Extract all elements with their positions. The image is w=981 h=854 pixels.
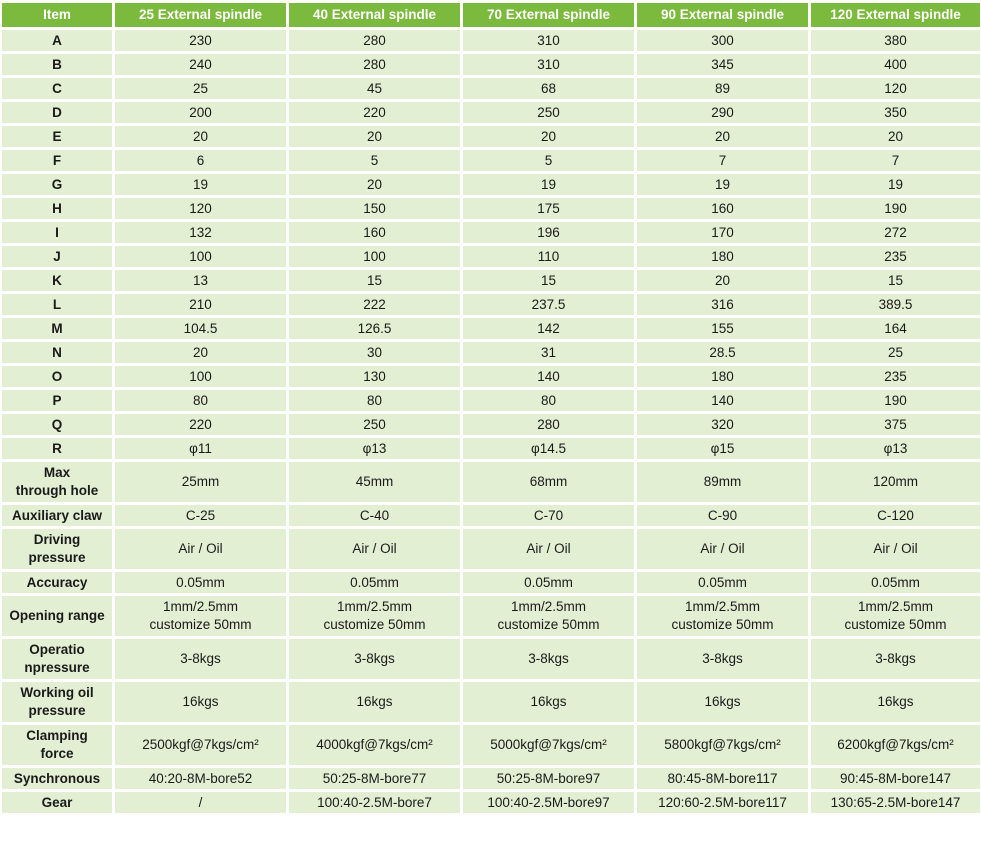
table-cell: 235	[811, 246, 980, 267]
table-cell: 25	[115, 78, 286, 99]
table-cell: 389.5	[811, 294, 980, 315]
table-cell: C-70	[463, 505, 634, 526]
table-cell: 160	[289, 222, 460, 243]
table-cell: 5	[289, 150, 460, 171]
row-label: M	[2, 318, 112, 339]
table-cell: 80	[289, 390, 460, 411]
table-cell: 175	[463, 198, 634, 219]
table-cell: 120:60-2.5M-bore117	[637, 792, 808, 813]
table-row	[2, 246, 980, 267]
column-header-1: 25 External spindle	[115, 3, 286, 27]
table-cell: 2500kgf@7kgs/cm²	[115, 725, 286, 765]
table-cell: 170	[637, 222, 808, 243]
table-cell: 180	[637, 246, 808, 267]
table-cell: 126.5	[289, 318, 460, 339]
table-cell: 89	[637, 78, 808, 99]
row-label: Working oil pressure	[2, 682, 112, 722]
table-cell: 3-8kgs	[463, 639, 634, 679]
table-cell: 200	[115, 102, 286, 123]
table-cell: 0.05mm	[289, 572, 460, 593]
table-row	[2, 294, 980, 315]
table-cell: 19	[115, 174, 286, 195]
table-cell: 140	[637, 390, 808, 411]
table-cell: 20	[115, 342, 286, 363]
row-label: Operatio npressure	[2, 639, 112, 679]
table-cell: 68	[463, 78, 634, 99]
table-cell: 7	[637, 150, 808, 171]
table-cell: 300	[637, 30, 808, 51]
table-cell: 20	[637, 126, 808, 147]
row-label: Gear	[2, 792, 112, 813]
row-label: J	[2, 246, 112, 267]
table-cell: 140	[463, 366, 634, 387]
table-cell: 220	[115, 414, 286, 435]
table-cell: 3-8kgs	[115, 639, 286, 679]
table-cell: 20	[289, 126, 460, 147]
table-row	[2, 78, 980, 99]
table-cell: 196	[463, 222, 634, 243]
table-cell: 350	[811, 102, 980, 123]
table-row	[2, 639, 980, 679]
row-label: K	[2, 270, 112, 291]
table-cell: 120mm	[811, 462, 980, 502]
table-row	[2, 390, 980, 411]
table-cell: 6	[115, 150, 286, 171]
row-label: B	[2, 54, 112, 75]
table-cell: 50:25-8M-bore97	[463, 768, 634, 789]
table-row	[2, 725, 980, 765]
table-cell: 400	[811, 54, 980, 75]
table-cell: 19	[637, 174, 808, 195]
table-row	[2, 318, 980, 339]
row-label: Q	[2, 414, 112, 435]
row-label: F	[2, 150, 112, 171]
table-cell: 0.05mm	[463, 572, 634, 593]
table-cell: 45	[289, 78, 460, 99]
table-row	[2, 198, 980, 219]
table-cell: 16kgs	[289, 682, 460, 722]
table-row	[2, 768, 980, 789]
table-row	[2, 414, 980, 435]
row-label: Clamping force	[2, 725, 112, 765]
table-cell: 5	[463, 150, 634, 171]
row-label: Synchronous	[2, 768, 112, 789]
table-cell: 90:45-8M-bore147	[811, 768, 980, 789]
table-cell: 20	[637, 270, 808, 291]
table-cell: 16kgs	[811, 682, 980, 722]
table-cell: 5800kgf@7kgs/cm²	[637, 725, 808, 765]
table-cell: 237.5	[463, 294, 634, 315]
table-row	[2, 792, 980, 813]
table-cell: 100	[115, 366, 286, 387]
table-cell: 1mm/2.5mm customize 50mm	[115, 596, 286, 636]
table-cell: 3-8kgs	[637, 639, 808, 679]
table-cell: C-25	[115, 505, 286, 526]
table-cell: 0.05mm	[811, 572, 980, 593]
table-cell: 132	[115, 222, 286, 243]
table-cell: 16kgs	[463, 682, 634, 722]
column-header-3: 70 External spindle	[463, 3, 634, 27]
table-cell: C-120	[811, 505, 980, 526]
table-cell: 20	[811, 126, 980, 147]
table-row	[2, 174, 980, 195]
row-label: I	[2, 222, 112, 243]
table-cell: 290	[637, 102, 808, 123]
table-cell: 310	[463, 54, 634, 75]
table-cell: 380	[811, 30, 980, 51]
table-cell: φ13	[289, 438, 460, 459]
table-cell: 155	[637, 318, 808, 339]
table-header	[2, 3, 980, 27]
table-cell: Air / Oil	[637, 529, 808, 569]
table-cell: 100:40-2.5M-bore7	[289, 792, 460, 813]
row-label: L	[2, 294, 112, 315]
table-cell: Air / Oil	[463, 529, 634, 569]
column-header-2: 40 External spindle	[289, 3, 460, 27]
row-label: G	[2, 174, 112, 195]
row-label: R	[2, 438, 112, 459]
table-cell: 25	[811, 342, 980, 363]
table-cell: 28.5	[637, 342, 808, 363]
table-cell: 15	[811, 270, 980, 291]
table-cell: 130	[289, 366, 460, 387]
row-label: D	[2, 102, 112, 123]
table-row	[2, 505, 980, 526]
table-row	[2, 30, 980, 51]
table-cell: 150	[289, 198, 460, 219]
table-cell: 31	[463, 342, 634, 363]
table-cell: 20	[115, 126, 286, 147]
column-header-4: 90 External spindle	[637, 3, 808, 27]
table-cell: 3-8kgs	[811, 639, 980, 679]
row-label: Driving pressure	[2, 529, 112, 569]
table-cell: 0.05mm	[637, 572, 808, 593]
table-cell: 80	[463, 390, 634, 411]
table-cell: 210	[115, 294, 286, 315]
table-cell: 345	[637, 54, 808, 75]
table-cell: 40:20-8M-bore52	[115, 768, 286, 789]
table-cell: 45mm	[289, 462, 460, 502]
table-cell: 68mm	[463, 462, 634, 502]
table-cell: 240	[115, 54, 286, 75]
row-label: E	[2, 126, 112, 147]
table-cell: 310	[463, 30, 634, 51]
table-row	[2, 682, 980, 722]
table-cell: 100:40-2.5M-bore97	[463, 792, 634, 813]
row-label: P	[2, 390, 112, 411]
table-cell: 4000kgf@7kgs/cm²	[289, 725, 460, 765]
table-cell: /	[115, 792, 286, 813]
table-cell: 1mm/2.5mm customize 50mm	[289, 596, 460, 636]
table-cell: 25mm	[115, 462, 286, 502]
table-cell: 164	[811, 318, 980, 339]
table-row	[2, 126, 980, 147]
table-cell: 15	[289, 270, 460, 291]
table-row	[2, 438, 980, 459]
table-cell: 280	[289, 30, 460, 51]
table-cell: 250	[463, 102, 634, 123]
table-cell: 1mm/2.5mm customize 50mm	[463, 596, 634, 636]
table-cell: 1mm/2.5mm customize 50mm	[637, 596, 808, 636]
table-cell: 6200kgf@7kgs/cm²	[811, 725, 980, 765]
column-header-item: Item	[2, 3, 112, 27]
table-cell: 19	[811, 174, 980, 195]
table-cell: 222	[289, 294, 460, 315]
table-row	[2, 222, 980, 243]
table-cell: 250	[289, 414, 460, 435]
table-cell: 100	[115, 246, 286, 267]
table-cell: Air / Oil	[289, 529, 460, 569]
table-row	[2, 366, 980, 387]
table-row	[2, 342, 980, 363]
table-row	[2, 150, 980, 171]
table-cell: 89mm	[637, 462, 808, 502]
table-cell: 190	[811, 390, 980, 411]
table-cell: Air / Oil	[811, 529, 980, 569]
table-cell: 16kgs	[115, 682, 286, 722]
row-label: Max through hole	[2, 462, 112, 502]
table-cell: 3-8kgs	[289, 639, 460, 679]
table-cell: 230	[115, 30, 286, 51]
table-cell: 104.5	[115, 318, 286, 339]
table-cell: φ14.5	[463, 438, 634, 459]
row-label: O	[2, 366, 112, 387]
table-row	[2, 54, 980, 75]
table-cell: C-40	[289, 505, 460, 526]
table-row	[2, 102, 980, 123]
table-cell: 280	[289, 54, 460, 75]
table-cell: 130:65-2.5M-bore147	[811, 792, 980, 813]
table-cell: 160	[637, 198, 808, 219]
table-row	[2, 596, 980, 636]
table-cell: 80:45-8M-bore117	[637, 768, 808, 789]
table-cell: 16kgs	[637, 682, 808, 722]
table-cell: 13	[115, 270, 286, 291]
column-header-5: 120 External spindle	[811, 3, 980, 27]
table-cell: 19	[463, 174, 634, 195]
table-cell: 220	[289, 102, 460, 123]
table-cell: 20	[463, 126, 634, 147]
table-cell: 272	[811, 222, 980, 243]
table-cell: 280	[463, 414, 634, 435]
table-cell: φ15	[637, 438, 808, 459]
table-cell: 30	[289, 342, 460, 363]
row-label: N	[2, 342, 112, 363]
table-cell: 235	[811, 366, 980, 387]
table-cell: Air / Oil	[115, 529, 286, 569]
table-row	[2, 462, 980, 502]
table-cell: 20	[289, 174, 460, 195]
header-row	[2, 3, 980, 27]
table-cell: 7	[811, 150, 980, 171]
table-cell: 5000kgf@7kgs/cm²	[463, 725, 634, 765]
table-cell: 50:25-8M-bore77	[289, 768, 460, 789]
table-cell: φ11	[115, 438, 286, 459]
table-cell: 1mm/2.5mm customize 50mm	[811, 596, 980, 636]
table-row	[2, 572, 980, 593]
table-cell: 142	[463, 318, 634, 339]
table-cell: φ13	[811, 438, 980, 459]
table-cell: 320	[637, 414, 808, 435]
table-cell: C-90	[637, 505, 808, 526]
table-body	[2, 30, 980, 813]
table-cell: 100	[289, 246, 460, 267]
table-cell: 120	[811, 78, 980, 99]
row-label: Accuracy	[2, 572, 112, 593]
table-row	[2, 270, 980, 291]
table-cell: 110	[463, 246, 634, 267]
row-label: Auxiliary claw	[2, 505, 112, 526]
table-cell: 316	[637, 294, 808, 315]
table-cell: 0.05mm	[115, 572, 286, 593]
row-label: H	[2, 198, 112, 219]
table-cell: 15	[463, 270, 634, 291]
table-cell: 180	[637, 366, 808, 387]
row-label: A	[2, 30, 112, 51]
table-cell: 190	[811, 198, 980, 219]
row-label: Opening range	[2, 596, 112, 636]
table-cell: 120	[115, 198, 286, 219]
table-row	[2, 529, 980, 569]
table-cell: 375	[811, 414, 980, 435]
row-label: C	[2, 78, 112, 99]
table-cell: 80	[115, 390, 286, 411]
